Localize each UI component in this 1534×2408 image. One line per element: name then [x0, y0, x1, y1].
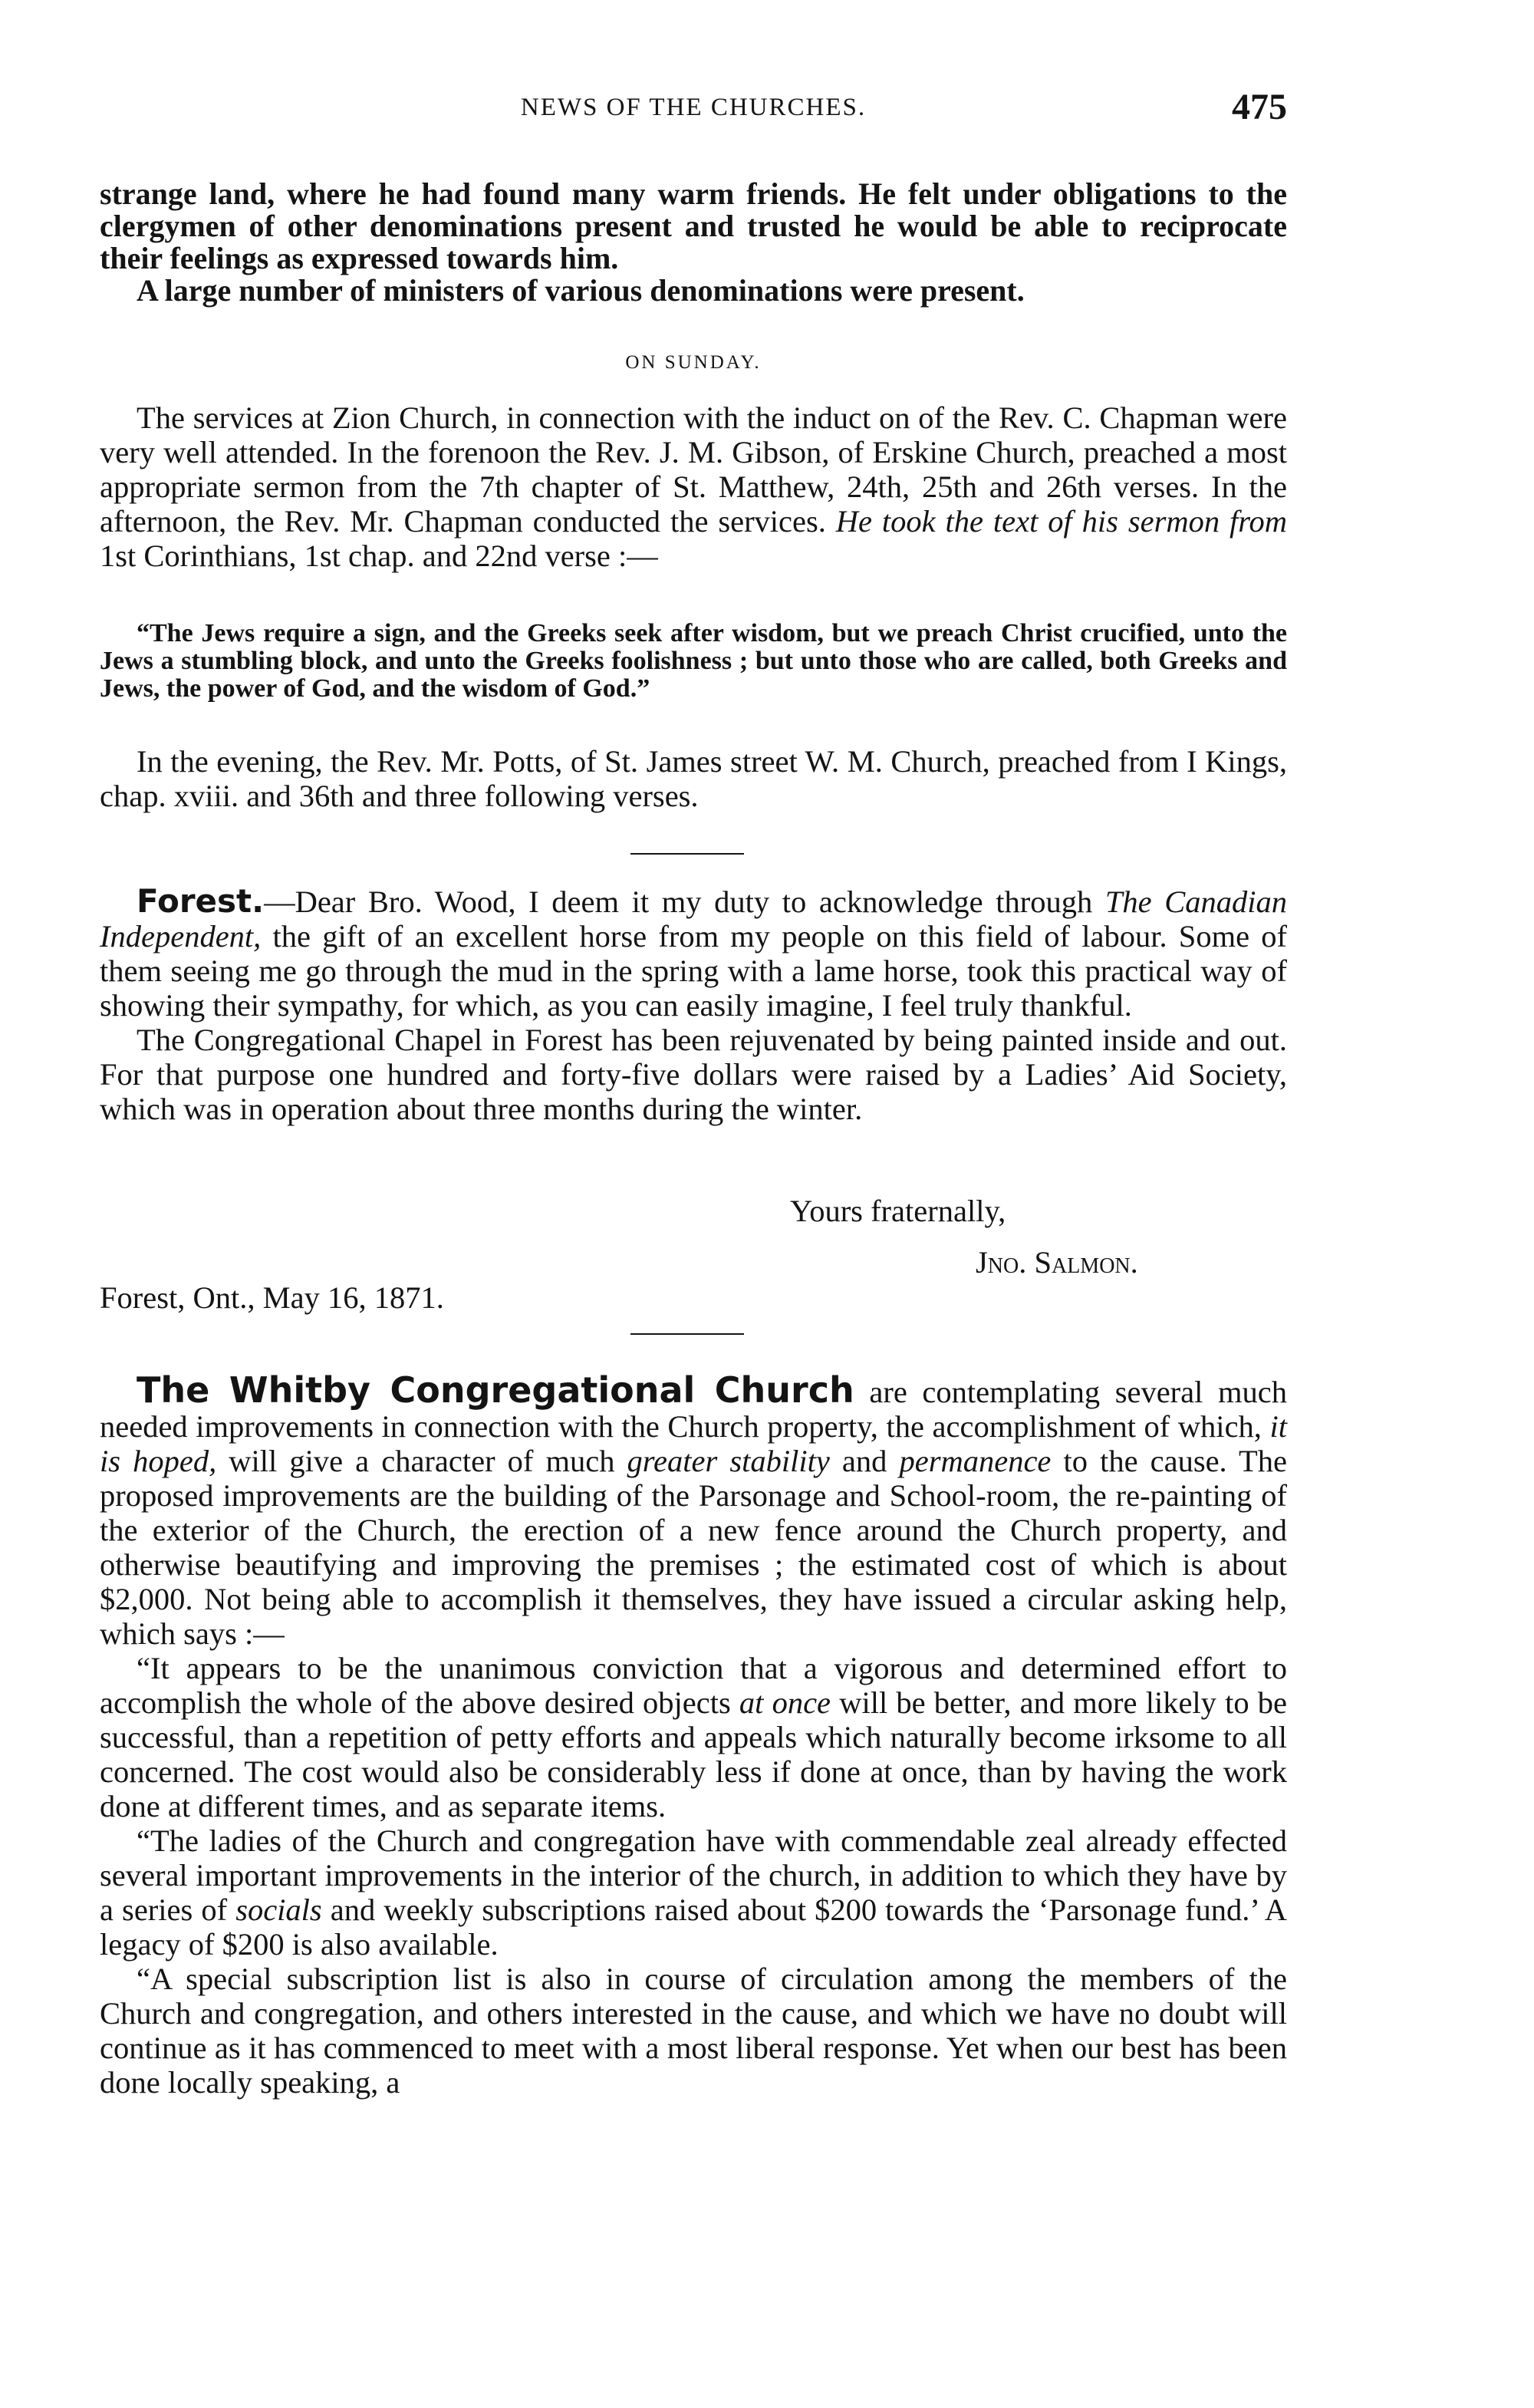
quote2-italic: socials — [235, 1892, 322, 1927]
whitby-italic-2: greater stability — [627, 1444, 830, 1478]
forest-lead: Forest. — [137, 882, 265, 920]
quote1-text-a: “It appears to be the unanimous conviction that a vigorous and determined effort to accomplish the whole of the above desired objects — [100, 1651, 1287, 1720]
letter-closing: Yours fraternally, — [790, 1194, 1006, 1228]
letter-signature: Jno. Salmon. — [976, 1245, 1138, 1280]
forest-signature-row — [100, 1245, 1287, 1280]
whitby-text-c: and — [829, 1444, 900, 1478]
sunday-text-b: 1st Corinthians, 1st chap. and 22nd verse :— — [100, 539, 658, 573]
publication-title: The Canadian Independent, — [100, 884, 1288, 954]
circular-quote-1 — [100, 1651, 1287, 1823]
page-number: 475 — [1232, 87, 1287, 127]
section-divider — [630, 853, 744, 855]
quote1-text-b: will be better, and more likely to be successful, than a repetition of petty efforts and appeals which naturally become irksome to all concerned. The cost would also be considerably less if done at once, than by having the work done at different times, and as separate items. — [100, 1685, 1288, 1823]
scripture-quote: “The Jews require a sign, and the Greeks seek after wisdom, but we preach Christ crucified, unto the Jews a stumbling block, and unto the Greeks foolishness ; but unto those who are called, both Greeks and Jews, the power of God, and the wisdom of God.” — [100, 619, 1287, 703]
section-divider — [630, 1333, 744, 1335]
whitby-italic-3: permanence — [899, 1444, 1052, 1478]
circular-quote-3: “A special subscription list is also in course of circulation among the members of the Church and congregation, and others interested in the cause, and which we have no doubt will continue as it has commenced to meet with a most liberal response. Yet when our best has been done locally speaking, a — [100, 1962, 1287, 2100]
forest-letter-paragraph — [100, 884, 1287, 1023]
quote2-text-a: “The ladies of the Church and congregation have with commendable zeal already effected several important improvements in the interior of the church, in addition to which they have by a series of — [100, 1823, 1287, 1927]
sunday-services-paragraph — [100, 400, 1287, 573]
sunday-text-a: The services at Zion Church, in connection with the induct on of the Rev. C. Chapman were very well attended. In the forenoon the Rev. J. M. Gibson, of Erskine Church, preached a most appropriate sermon from the 7th chapter of St. Matthew, 24th, 25th and 26th verses. In the afternoon, the Rev. Mr. Chapman conducted the services. — [100, 400, 1287, 539]
evening-service-block — [100, 744, 1287, 813]
whitby-italic-1: it is hoped, — [100, 1409, 1287, 1478]
sunday-text-italic: He took the text of his sermon from — [835, 504, 1288, 539]
evening-service-paragraph: In the evening, the Rev. Mr. Potts, of St. James street W. M. Church, preached from I Kings, chap. xviii. and 36th and three following verses. — [100, 744, 1287, 813]
intro-ministers-paragraph: A large number of ministers of various denominations were present. — [137, 273, 1025, 308]
letter-place-date: Forest, Ont., May 16, 1871. — [100, 1280, 444, 1315]
forest-chapel-paragraph: The Congregational Chapel in Forest has been rejuvenated by being painted inside and out. For that purpose one hundred and forty-five dollars were raised by a Ladies’ Aid Society, which was in operation about three months during the winter. — [100, 1023, 1287, 1126]
quote1-italic: at once — [739, 1685, 831, 1720]
forest-dateline — [100, 1280, 1287, 1315]
forest-closing — [100, 1194, 1287, 1228]
page-header — [100, 86, 1287, 132]
forest-text-b: the gift of an excellent horse from my people on this field of labour. Some of them seeing me go through the mud in the spring with a lame horse, took this practical way of showing their sympathy, for which, as you can easily imagine, I feel truly thankful. — [100, 919, 1287, 1023]
whitby-lead: The Whitby Congregational Church — [137, 1369, 854, 1411]
running-title: NEWS OF THE CHURCHES. — [520, 94, 867, 121]
whitby-text-d: to the cause. The proposed improvements are the building of the Parsonage and School-room, the re-painting of the exterior of the Church, the erection of a new fence around the Church property, and otherwise beautifying and improving the premises ; the estimated cost of which is about $2,000. Not being able to accomplish it themselves, they have issued a circular asking help, which says :— — [100, 1444, 1287, 1651]
whitby-text-b: will give a character of much — [216, 1444, 627, 1478]
circular-quote-2 — [100, 1823, 1287, 1962]
whitby-section — [100, 1369, 1288, 2100]
quote2-text-b: and weekly subscriptions raised about $200 towards the ‘Parsonage fund.’ A legacy of $200 is also available. — [100, 1892, 1287, 1962]
forest-section — [100, 884, 1287, 1126]
sunday-body — [100, 400, 1287, 573]
whitby-text-a: are contemplating several much needed improvements in connection with the Church property, the accomplishment of which, — [100, 1375, 1287, 1444]
intro-section — [100, 178, 1287, 307]
sunday-section — [100, 351, 1287, 374]
scripture-quote-block — [100, 620, 1287, 703]
whitby-intro-paragraph — [100, 1369, 1287, 1651]
intro-paragraph: strange land, where he had found many warm friends. He felt under obligations to the clergymen of other denominations present and trusted he would be able to reciprocate their feelings as expressed towards him. — [100, 176, 1287, 275]
section-heading-sunday: ON SUNDAY. — [625, 352, 762, 373]
forest-text-a: —Dear Bro. Wood, I deem it my duty to acknowledge through — [264, 884, 1105, 919]
